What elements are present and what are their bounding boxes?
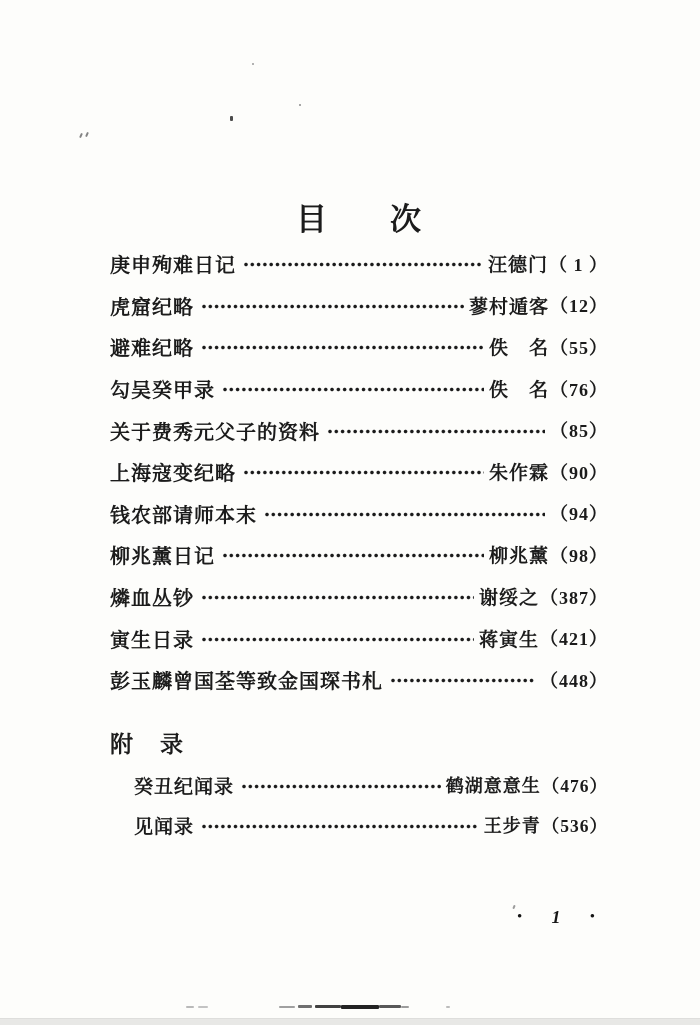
scan-smudge: [0, 1003, 700, 1012]
entry-author: 蓼村遁客: [468, 296, 549, 318]
toc-entry: [110, 493, 608, 535]
dot-leader: [222, 551, 484, 560]
toc-entry: [110, 576, 608, 618]
folio-bullet-left: •: [517, 908, 523, 925]
toc-list: [110, 243, 608, 701]
entry-author: 朱作霖: [488, 463, 549, 485]
dot-leader: [264, 510, 545, 519]
entry-page: （98）: [550, 545, 608, 566]
entry-page: （448）: [540, 670, 608, 691]
entry-author: 柳兆薰: [488, 546, 549, 568]
dot-leader: [201, 822, 479, 831]
entry-title: 勾吴癸甲录: [110, 380, 215, 403]
toc-entry: [110, 285, 608, 327]
entry-title: 柳兆薰日记: [110, 546, 215, 569]
entry-page: （421）: [540, 629, 608, 650]
dot-leader: [201, 302, 464, 311]
entry-page: （55）: [550, 337, 608, 358]
dot-leader: [243, 468, 484, 477]
entry-author: 汪德门: [487, 255, 548, 277]
toc-entry: [110, 243, 608, 285]
folio-number: 1: [551, 906, 561, 927]
dot-leader: [201, 635, 474, 644]
entry-author: 王步青: [483, 816, 541, 836]
entry-page: （476）: [541, 775, 608, 796]
entry-author: 鹤湖意意生: [445, 776, 541, 796]
entry-author: 佚 名: [488, 338, 549, 360]
entry-title: 彭玉麟曾国荃等致金国琛书札: [110, 671, 383, 694]
entry-page: （387）: [540, 587, 608, 608]
entry-page: （90）: [550, 462, 608, 483]
page-title-char: 次: [390, 201, 422, 237]
scan-speck: [230, 116, 233, 121]
scan-speck: [512, 905, 515, 909]
entry-title: 见闻录: [134, 816, 195, 838]
folio-bullet-right: •: [589, 908, 595, 925]
appendix-heading: 附 录: [110, 732, 185, 757]
scan-speck: [85, 132, 89, 137]
dot-leader: [222, 385, 484, 394]
scan-speck: [79, 133, 83, 138]
entry-page: （76）: [550, 379, 608, 400]
entry-title: 关于费秀元父子的资料: [110, 421, 320, 444]
entry-author: 佚 名: [488, 380, 549, 402]
dot-leader: [327, 427, 545, 436]
page-title: [110, 194, 608, 239]
entry-title: 燐血丛钞: [110, 588, 194, 611]
entry-author: 谢绥之: [478, 588, 539, 610]
entry-page: （12）: [550, 296, 608, 317]
entry-title: 癸丑纪闻录: [134, 776, 235, 798]
appendix-list: [134, 765, 608, 845]
dot-leader: [243, 260, 483, 269]
entry-title: 庚申殉难日记: [110, 255, 236, 278]
entry-page: （85）: [550, 421, 608, 442]
entry-title: 虎窟纪略: [110, 296, 194, 319]
page-title-char: 目: [296, 201, 328, 237]
toc-entry: [110, 409, 608, 451]
entry-page: （94）: [550, 504, 608, 525]
appendix-entry: [134, 765, 608, 805]
appendix-entry: [134, 805, 608, 845]
toc-entry: [110, 451, 608, 493]
toc-entry: [110, 617, 608, 659]
entry-page: （536）: [541, 815, 608, 836]
dot-leader: [201, 593, 474, 602]
entry-title: 上海寇变纪略: [110, 463, 236, 486]
toc-entry: [110, 659, 608, 701]
entry-title: 避难纪略: [110, 338, 194, 361]
entry-title: 钱农部请师本末: [110, 504, 257, 527]
entry-page: （ 1 ）: [549, 254, 608, 275]
dot-leader: [201, 343, 484, 352]
dot-leader: [390, 676, 535, 685]
scan-speck: [299, 104, 301, 106]
entry-author: 蒋寅生: [478, 629, 539, 651]
toc-entry: [110, 326, 608, 368]
scan-speck: [252, 63, 254, 65]
entry-title: 寅生日录: [110, 629, 194, 652]
toc-entry: [110, 368, 608, 410]
dot-leader: [241, 782, 441, 791]
page-number: [517, 906, 595, 928]
toc-entry: [110, 534, 608, 576]
